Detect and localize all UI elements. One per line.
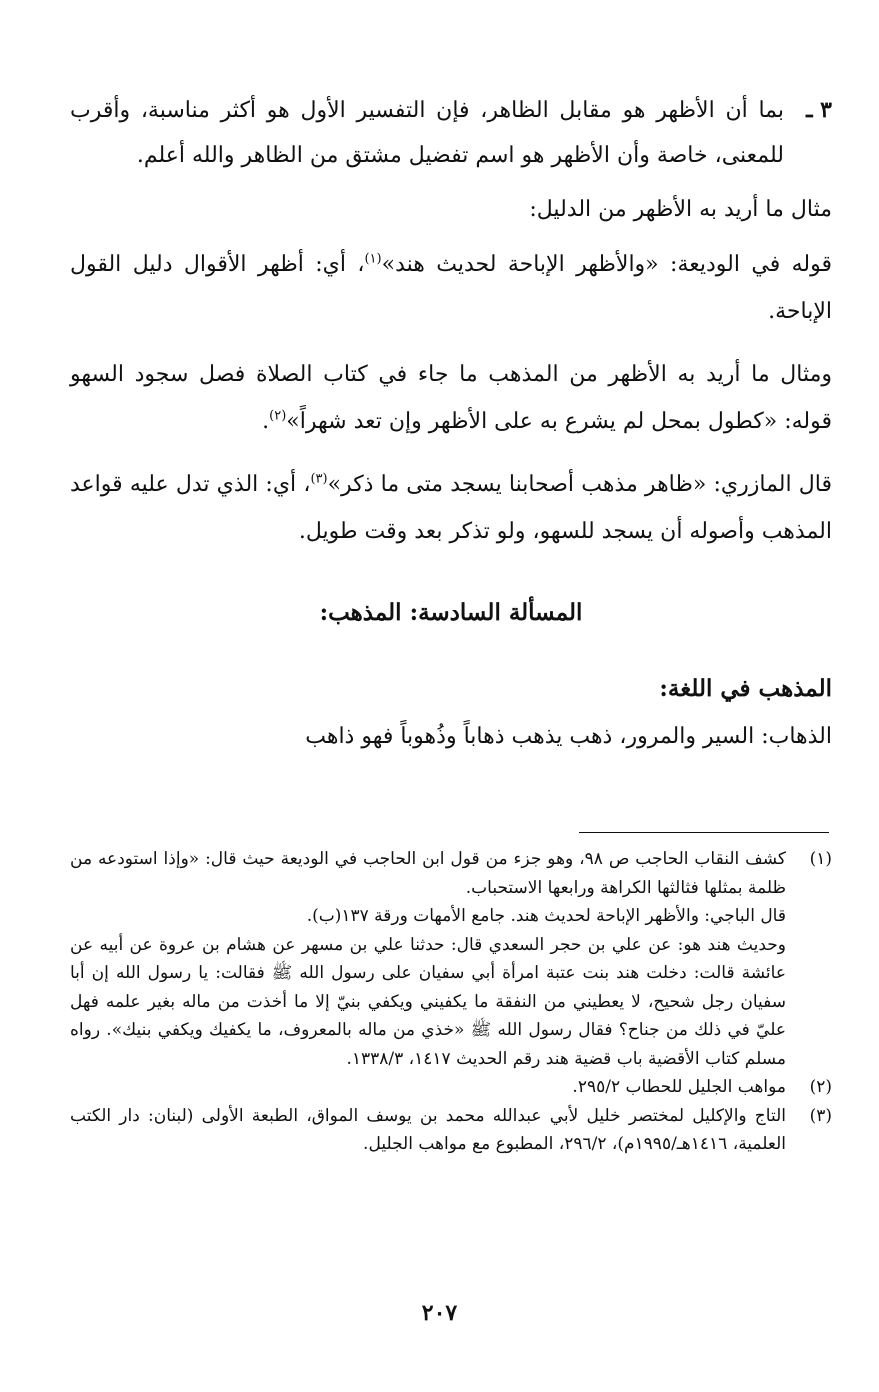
mazari-explanation: ، أي: الذي تدل عليه قواعد المذهب وأصوله أن يسجد للسهو، ولو تذكر بعد وقت طويل. [70,472,832,544]
footnote-line: قال الباجي: والأظهر الإباحة لحديث هند. جامع الأمهات ورقة ١٣٧(ب). [306,906,786,926]
mazari-paragraph [70,461,832,555]
footnote-3 [70,1102,832,1159]
wadia-quote: قوله في الوديعة: «والأظهر الإباحة لحديث هند» [381,252,832,277]
sahw-paragraph [70,351,832,445]
page-number: ٢٠٧ [421,1300,458,1326]
section-heading: المسألة السادسة: المذهب: [319,599,583,626]
footnote-2 [70,1073,832,1102]
footnote-number: (٣) [809,1105,832,1126]
footnote-line: وحديث هند هو: عن علي بن حجر السعدي قال: حدثنا علي بن مسهر عن هشام بن عروة عن أبيه عن عائشة قالت: دخلت هند بنت عتبة امرأة أبي سفيان على رسول الله ﷺ فقالت: يا رسول الله إن أبا سفيان رجل شحيح، لا يعطيني من النفقة ما يكفيني ويكفي بنيّ إلا ما أخذت من ماله بغير علمه فهل عليّ في ذلك من جناح؟ فقال رسول الله ﷺ «خذي من ماله بالمعروف، ما يكفيك ويكفي بنيك». رواه مسلم كتاب الأقضية باب قضية هند رقم الحديث ١٤١٧، ١٣٣٨/٣. [70,934,786,1069]
footnotes [70,845,832,1159]
dhahab-paragraph: الذهاب: السير والمرور، ذهب يذهب ذهاباً وذُهوباً فهو ذاهب [305,724,832,749]
footnote-line: كشف النقاب الحاجب ص ٩٨، وهو جزء من قول ابن الحاجب في الوديعة حيث قال: «وإذا استودعه من ظلمة بمثلها فثالثها الكراهة ورابعها الاستحباب. [70,849,786,898]
example-intro-paragraph: مثال ما أريد به الأظهر من الدليل: [529,197,832,222]
footnote-ref-2: (٢) [269,408,287,424]
footnote-ref-1: (١) [364,251,382,267]
sahw-quote: ومثال ما أريد به الأظهر من المذهب ما جاء في كتاب الصلاة فصل سجود السهو قوله: «كطول بمحل لم يشرع به على الأظهر وإن تعد شهراً» [70,362,832,434]
footnote-number: (١) [809,849,832,869]
sahw-end: . [262,409,270,434]
main-text [70,88,832,760]
wadia-explanation: ، أي: أظهر الأقوال دليل القول الإباحة. [70,252,832,324]
item-number: ٣ ـ [806,97,832,123]
wadia-paragraph [70,241,832,335]
item-text: بما أن الأظهر هو مقابل الظاهر، فإن التفسير الأول هو أكثر مناسبة، وأقرب للمعنى، خاصة وأن الأظهر هو اسم تفضيل مشتق من الظاهر والله أعلم. [70,98,784,168]
footnote-ref-3: (٣) [310,471,328,487]
footnote-1 [70,845,832,1073]
numbered-item-3 [70,88,832,178]
footnote-separator [579,832,829,833]
footnote-line: التاج والإكليل لمختصر خليل لأبي عبدالله محمد بن يوسف المواق، الطبعة الأولى (لبنان: دار الكتب العلمية، ١٤١٦هـ/١٩٩٥م)، ٢٩٦/٢، المطبوع مع مواهب الجليل. [70,1105,786,1154]
footnote-line: مواهب الجليل للحطاب ٢٩٥/٢. [572,1077,786,1097]
footnote-number: (٢) [809,1077,832,1097]
mazari-quote: قال المازري: «ظاهر مذهب أصحابنا يسجد متى ما ذكر» [327,472,832,497]
sub-heading: المذهب في اللغة: [659,675,832,702]
